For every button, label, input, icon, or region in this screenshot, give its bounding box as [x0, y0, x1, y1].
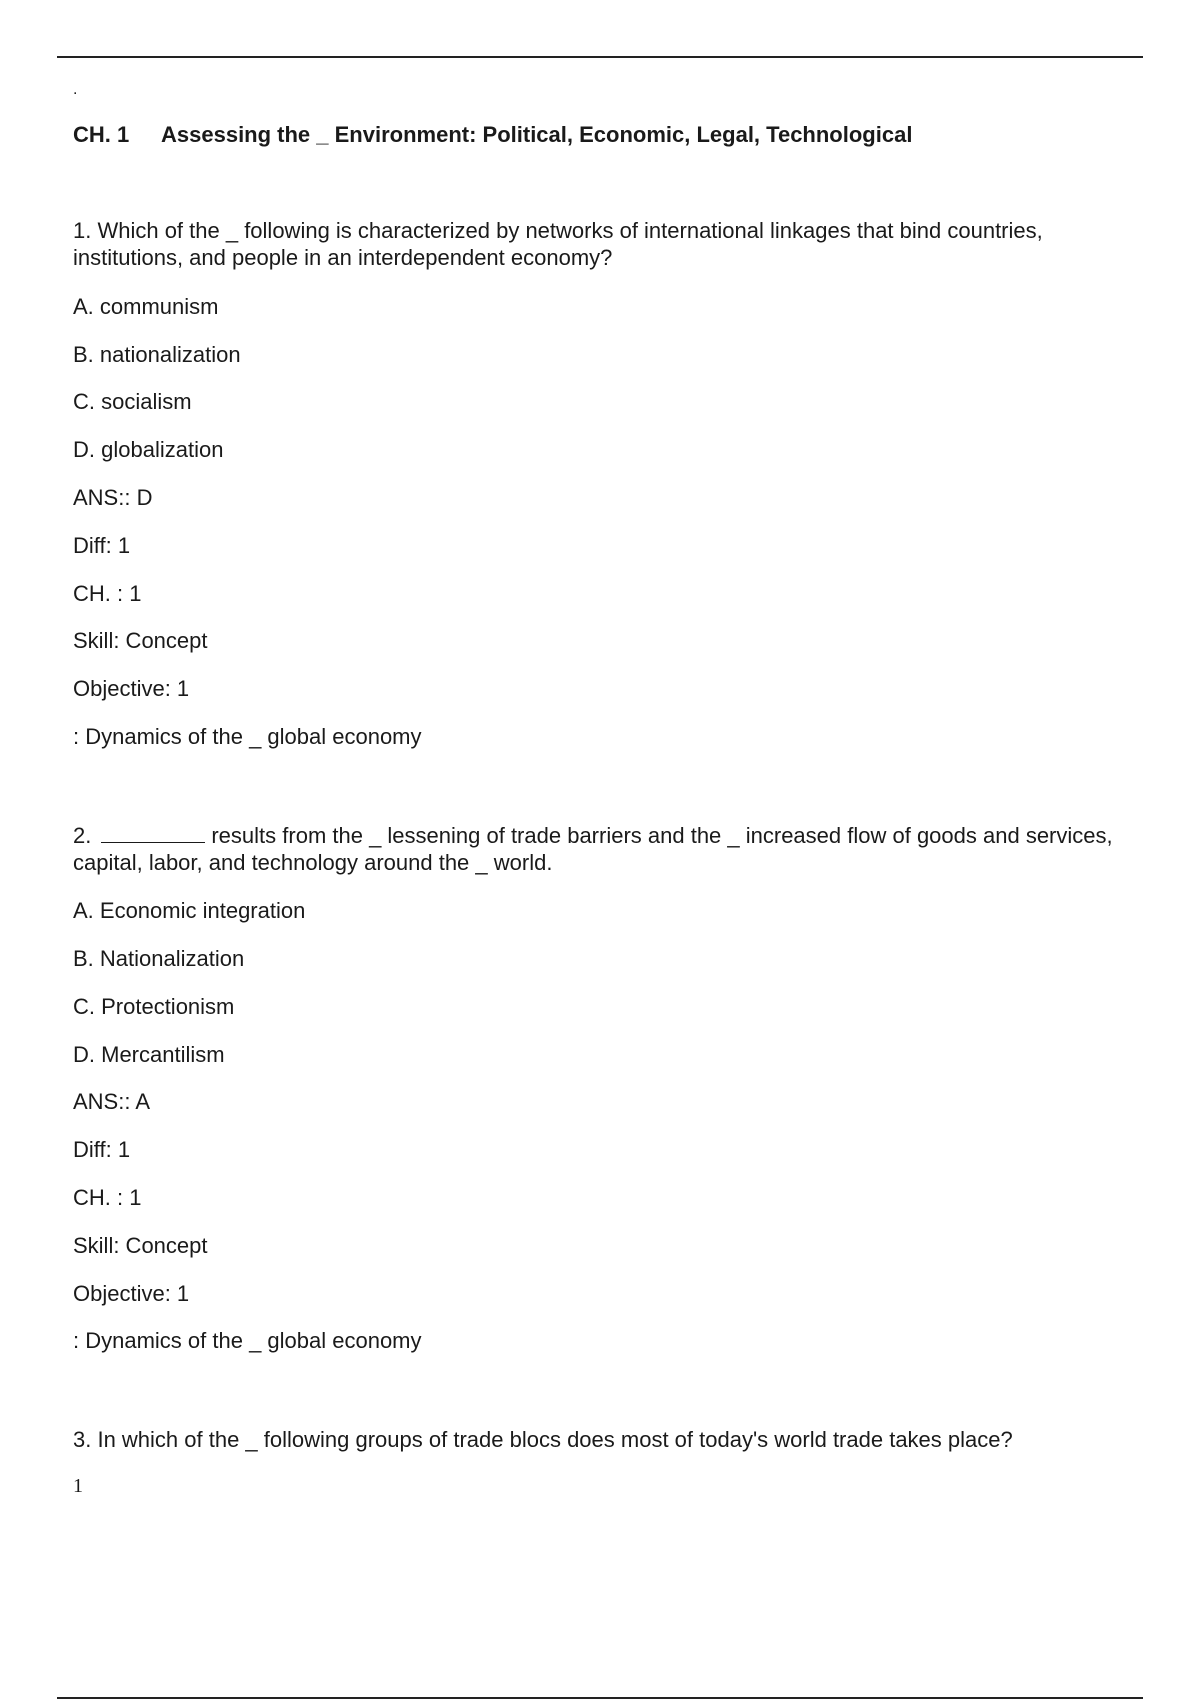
difficulty-line: Diff: 1	[73, 533, 131, 558]
option-a: A. Economic integration	[73, 898, 306, 923]
fill-in-blank	[101, 824, 205, 843]
page-number: 1	[73, 1475, 83, 1497]
question-stem	[73, 822, 1153, 876]
top-rule	[57, 56, 1143, 58]
question-stem-text: results from the _ lessening of trade barriers and the _ increased flow of goods and services, capital, labor, and technology around the _ world.	[73, 823, 1113, 875]
topic-line: : Dynamics of the _ global economy	[73, 724, 422, 749]
question-3	[73, 1426, 1153, 1453]
option-d: D. globalization	[73, 437, 224, 462]
option-a: A. communism	[73, 294, 219, 319]
answer-line: ANS:: D	[73, 485, 153, 510]
leading-dot: .	[73, 81, 78, 98]
question-stem: 1. Which of the _ following is characterized by networks of international linkages that bind countries, institutions, and people in an interdependent economy?	[73, 218, 1043, 270]
chapter-heading	[73, 122, 912, 148]
option-c: C. Protectionism	[73, 994, 235, 1019]
option-c: C. socialism	[73, 389, 192, 414]
skill-line: Skill: Concept	[73, 1233, 208, 1258]
objective-line: Objective: 1	[73, 1281, 190, 1306]
chapter-title: Assessing the _ Environment: Political, Economic, Legal, Technological	[161, 122, 913, 147]
objective-line: Objective: 1	[73, 676, 190, 701]
question-2	[73, 822, 1153, 1353]
skill-line: Skill: Concept	[73, 628, 208, 653]
chapter-prefix: CH. 1	[73, 122, 130, 147]
option-d: D. Mercantilism	[73, 1042, 225, 1067]
question-1	[73, 217, 1153, 749]
question-stem: 3. In which of the _ following groups of trade blocs does most of today's world trade takes place?	[73, 1427, 1013, 1452]
answer-line: ANS:: A	[73, 1089, 151, 1114]
question-number: 2.	[73, 823, 92, 848]
chapter-line: CH. : 1	[73, 581, 142, 606]
chapter-line: CH. : 1	[73, 1185, 142, 1210]
bottom-rule	[57, 1697, 1143, 1699]
option-b: B. nationalization	[73, 342, 241, 367]
option-b: B. Nationalization	[73, 946, 245, 971]
difficulty-line: Diff: 1	[73, 1137, 131, 1162]
topic-line: : Dynamics of the _ global economy	[73, 1328, 422, 1353]
